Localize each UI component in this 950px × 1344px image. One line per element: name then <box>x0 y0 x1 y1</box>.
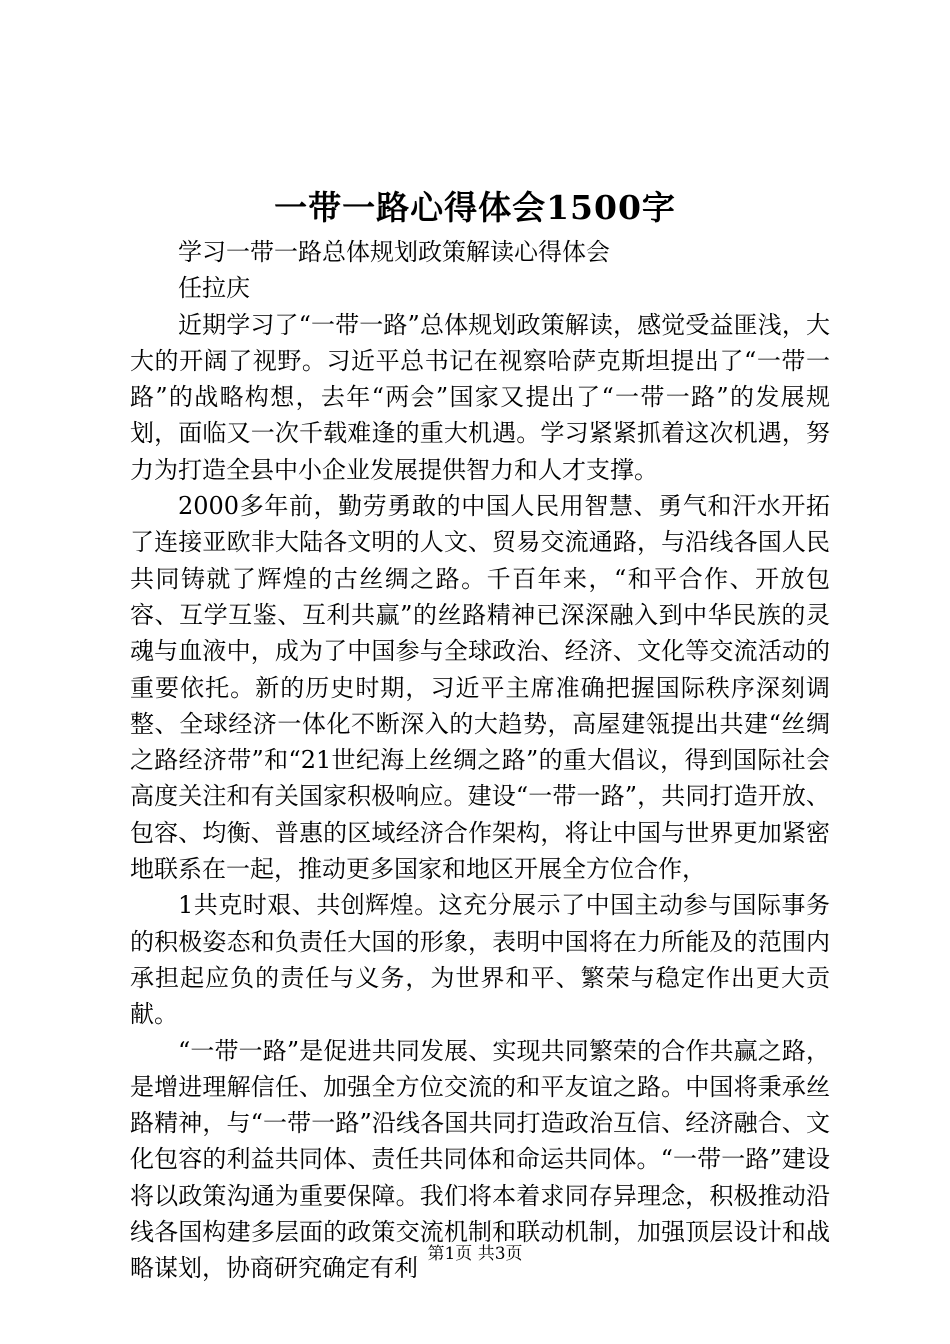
document-subtitle: 学习一带一路总体规划政策解读心得体会 <box>178 238 610 266</box>
page-number-footer: 第1页 共3页 <box>427 1244 523 1264</box>
paragraph: 2000多年前，勤劳勇敢的中国人民用智慧、勇气和汗水开拓了连接亚欧非大陆各文明的人文、贸易交流通路，与沿线各国人民共同铸就了辉煌的古丝绸之路。千百年来，“和平合作、开放包容、互学互鉴、互利共赢”的丝路精神已深深融入到中华民族的灵魂与血液中，成为了中国参与全球政治、经济、文化等交流活动的重要依托。新的历史时期，习近平主席准确把握国际秩序深刻调整、全球经济一体化不断深入的大趋势，高屋建瓴提出共建“丝绸之路经济带”和“21世纪海上丝绸之路”的重大倡议，得到国际社会高度关注和有关国家积极响应。建设“一带一路”，共同打造开放、包容、均衡、普惠的区域经济合作架构，将让中国与世界更加紧密地联系在一起，推动更多国家和地区开展全方位合作， <box>130 492 830 884</box>
paragraph: “一带一路”是促进共同发展、实现共同繁荣的合作共赢之路，是增进理解信任、加强全方位交流的和平友谊之路。中国将秉承丝路精神，与“一带一路”沿线各国共同打造政治互信、经济融合、文化包容的利益共同体、责任共同体和命运共同体。“一带一路”建设将以政策沟通为重要保障。我们将本着求同存异理念，积极推动沿线各国构建多层面的政策交流机制和联动机制，加强顶层设计和战略谋划，协商研究确定有利 <box>130 1036 830 1283</box>
document-title: 一带一路心得体会1500字 <box>274 188 676 227</box>
document-body <box>130 234 830 1287</box>
paragraph: 近期学习了“一带一路”总体规划政策解读，感觉受益匪浅，大大的开阔了视野。习近平总书记在视察哈萨克斯坦提出了“一带一路”的战略构想，去年“两会”国家又提出了“一带一路”的发展规划，面临又一次千载难逢的重大机遇。学习紧紧抓着这次机遇，努力为打造全县中小企业发展提供智力和人才支撑。 <box>130 310 830 484</box>
paragraph: 1共克时艰、共创辉煌。这充分展示了中国主动参与国际事务的积极姿态和负责任大国的形象，表明中国将在力所能及的范围内承担起应负的责任与义务，为世界和平、繁荣与稳定作出更大贡献。 <box>130 891 830 1029</box>
document-author: 任拉庆 <box>178 274 250 303</box>
